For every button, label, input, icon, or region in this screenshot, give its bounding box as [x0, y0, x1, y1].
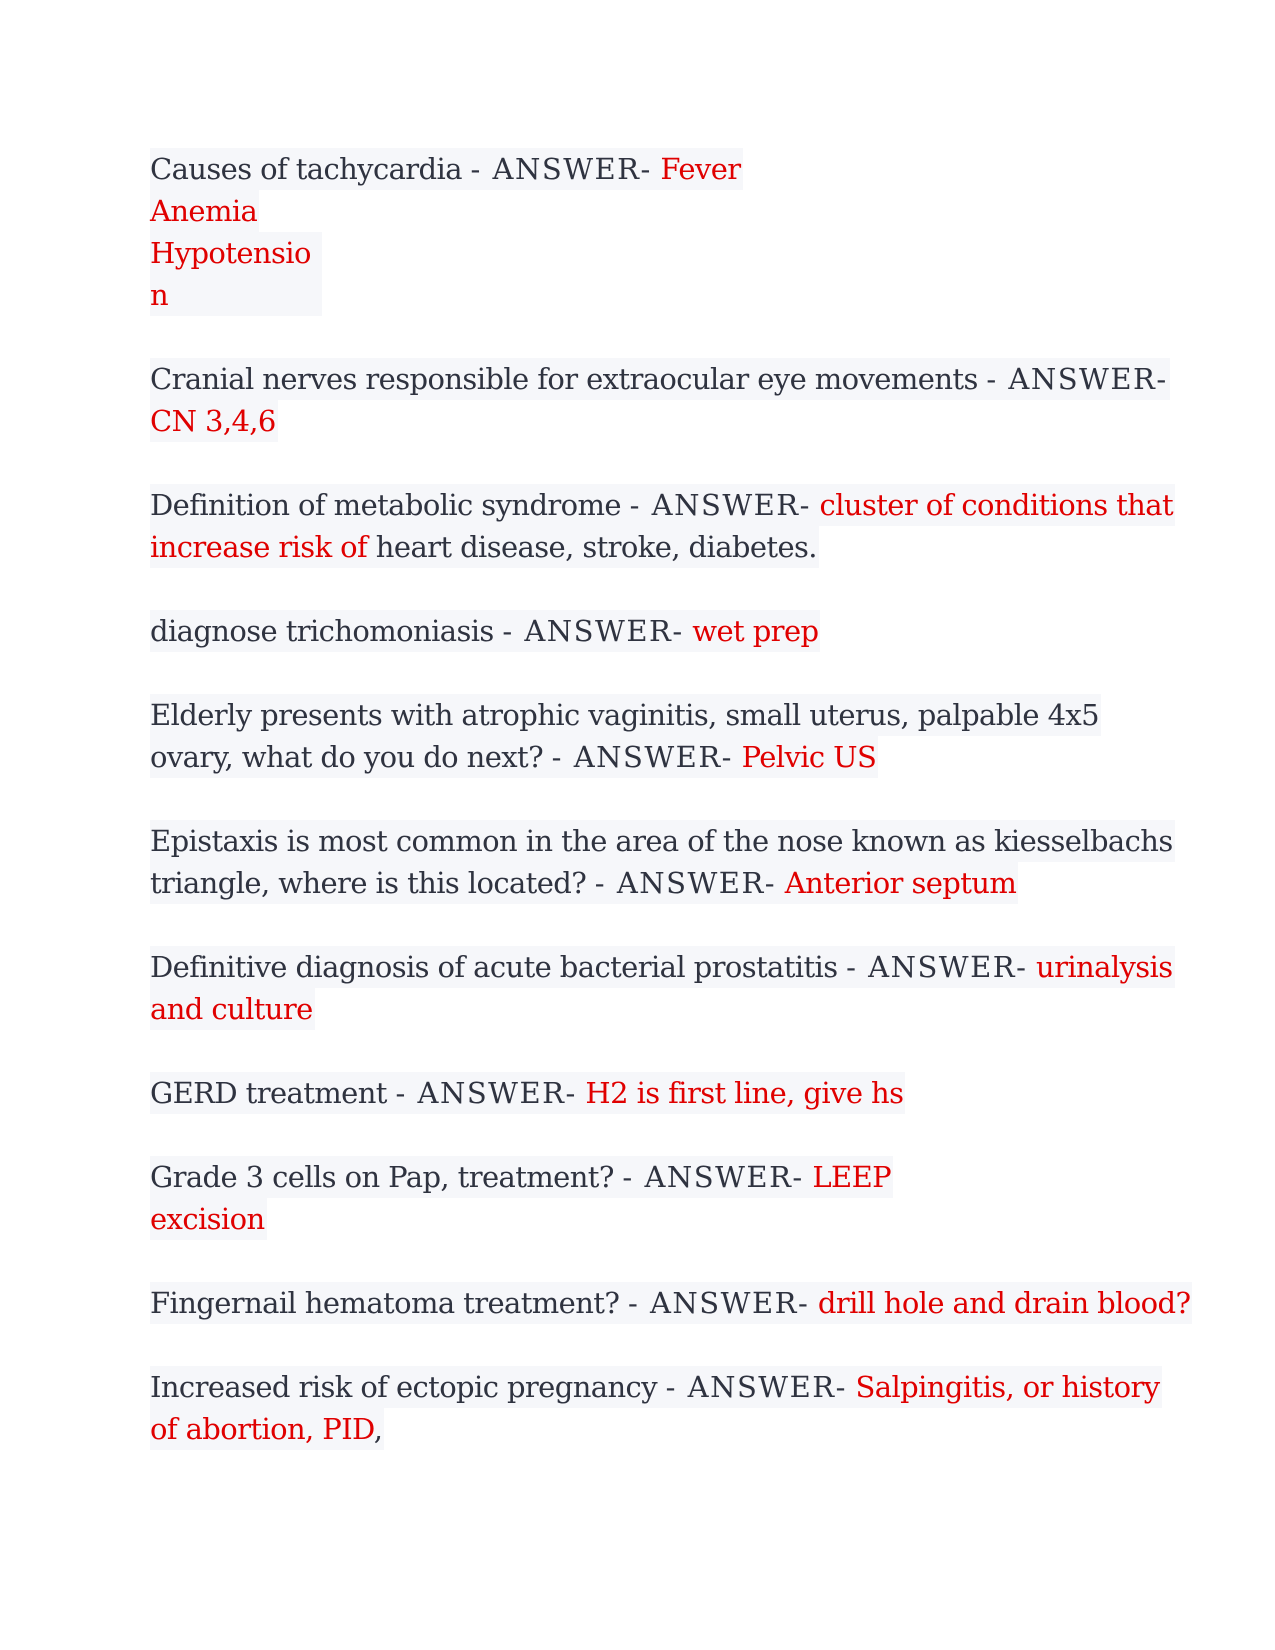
highlight: [150, 1072, 905, 1114]
highlight: [150, 694, 1101, 736]
answer-text: drill hole and drain blood?: [809, 1286, 1191, 1320]
answer-text: Anterior septum: [776, 866, 1017, 900]
question-text: Definitive diagnosis of acute bacterial prostatitis: [150, 950, 847, 984]
qa-item-cranial-nerves: [150, 358, 1168, 442]
qa-item-fingernail-hematoma: [150, 1282, 1191, 1324]
qa-item-ectopic-pregnancy: [150, 1366, 1160, 1450]
question-text: Causes of tachycardia: [150, 152, 471, 186]
answer-text: Fever: [651, 152, 741, 186]
qa-item-pap-grade3: [150, 1156, 1130, 1240]
question-text: Elderly presents with atrophic vaginitis, small uterus, palpable 4x5: [150, 698, 1100, 732]
qa-item-prostatitis: [150, 946, 1173, 1030]
highlight: [150, 1282, 1192, 1324]
answer-text: CN 3,4,6: [150, 404, 276, 438]
plain-text: ,: [373, 1412, 383, 1446]
answer-text: excision: [150, 1202, 265, 1236]
highlight: [150, 358, 1170, 400]
question-text: Definition of metabolic syndrome: [150, 488, 630, 522]
qa-item-metabolic-syndrome: [150, 484, 1173, 568]
answer-text: Salpingitis, or history: [846, 1370, 1160, 1404]
qa-item-gerd: [150, 1072, 1130, 1114]
answer-text: LEEP: [803, 1160, 892, 1194]
answer-separator: - ANSWER-: [594, 866, 777, 900]
highlight: [150, 190, 259, 232]
question-text: Epistaxis is most common in the area of the nose known as kiesselbachs: [150, 824, 1173, 858]
answer-separator: - ANSWER-: [629, 488, 811, 522]
highlight: [150, 1198, 267, 1240]
highlight: [150, 736, 878, 778]
question-text: Fingernail hematoma treatment?: [150, 1286, 628, 1320]
qa-item-tachycardia: [150, 148, 1130, 316]
qa-item-trichomoniasis: [150, 610, 1130, 652]
plain-text: heart disease, stroke, diabetes.: [367, 530, 817, 564]
answer-text: increase risk of: [150, 530, 368, 564]
answer-text: Pelvic US: [732, 740, 877, 774]
question-text: diagnose trichomoniasis: [150, 614, 503, 648]
answer-text: and culture: [150, 992, 313, 1026]
highlight: [150, 484, 1175, 526]
answer-text: of abortion, PID: [150, 1412, 374, 1446]
answer-separator: - ANSWER-: [665, 1370, 847, 1404]
highlight: [150, 148, 743, 190]
answer-separator: - ANSWER-: [622, 1160, 804, 1194]
highlight: [150, 1408, 384, 1450]
highlight: [150, 820, 1175, 862]
question-text: GERD treatment: [150, 1076, 396, 1110]
highlight: [150, 1156, 893, 1198]
answer-text: cluster of conditions that: [810, 488, 1173, 522]
answer-text: Anemia: [150, 194, 258, 228]
highlight: [150, 232, 322, 274]
highlight: [150, 400, 278, 442]
answer-separator: - ANSWER-: [986, 362, 1168, 396]
answer-separator: - ANSWER-: [395, 1076, 577, 1110]
question-text: triangle, where is this located?: [150, 866, 595, 900]
answer-separator: - ANSWER-: [551, 740, 733, 774]
highlight: [150, 526, 819, 568]
question-text: Grade 3 cells on Pap, treatment?: [150, 1160, 623, 1194]
highlight: [150, 610, 820, 652]
question-text: Increased risk of ectopic pregnancy: [150, 1370, 666, 1404]
answer-text: H2 is first line, give hs: [576, 1076, 904, 1110]
answer-separator: - ANSWER-: [846, 950, 1028, 984]
question-text: ovary, what do you do next?: [150, 740, 552, 774]
qa-item-atrophic-vaginitis: [150, 694, 1130, 778]
highlight: [150, 1366, 1162, 1408]
answer-separator: - ANSWER-: [627, 1286, 810, 1320]
answer-separator: - ANSWER-: [470, 152, 652, 186]
answer-separator: - ANSWER-: [502, 614, 684, 648]
answer-text: wet prep: [683, 614, 819, 648]
answer-text: urinalysis: [1027, 950, 1173, 984]
answer-text: n: [150, 278, 169, 312]
highlight: [150, 862, 1018, 904]
question-text: Cranial nerves responsible for extraocular eye movements: [150, 362, 987, 396]
highlight: [150, 988, 315, 1030]
qa-item-epistaxis: [150, 820, 1173, 904]
answer-text: Hypotensio: [150, 236, 311, 270]
highlight: [150, 274, 322, 316]
highlight: [150, 946, 1175, 988]
